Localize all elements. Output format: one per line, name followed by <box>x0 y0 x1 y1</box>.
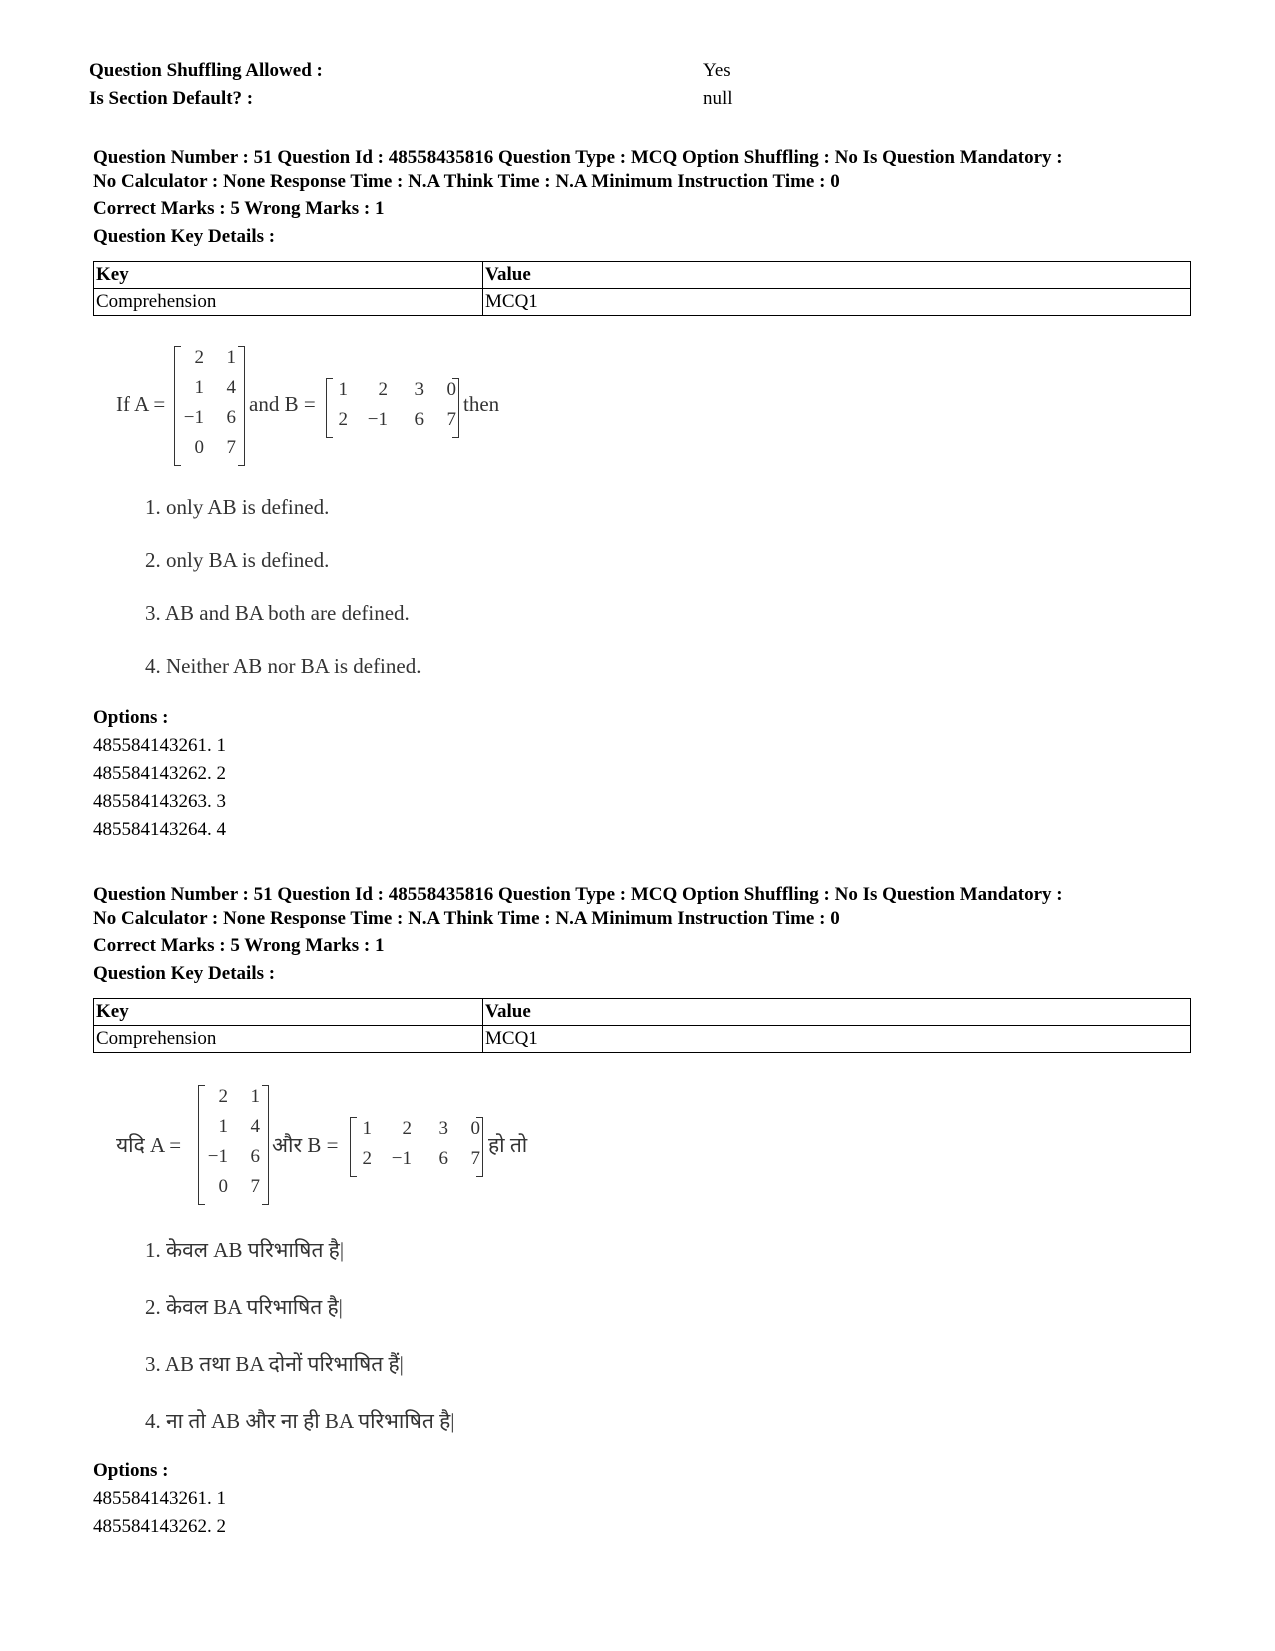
matrix-a-cell: 4 <box>226 377 236 398</box>
table-header-key: Key <box>94 999 483 1026</box>
matrix-b-cell: −1 <box>367 409 388 430</box>
question-suffix: then <box>463 392 500 416</box>
matrix-b-cell: 0 <box>446 379 456 400</box>
matrix-b-cell: 2 <box>378 379 388 400</box>
matrix-a-cell: 7 <box>250 1176 260 1197</box>
matrix-a-cell: 4 <box>250 1116 260 1137</box>
matrix-a-cell: 2 <box>194 347 204 368</box>
table-cell-key: Comprehension <box>94 289 483 316</box>
question-mid: और B = <box>272 1133 339 1157</box>
option-line: 485584143264. 4 <box>93 819 226 840</box>
matrix-a-right-bracket <box>238 346 245 466</box>
choice-2: 2. केवल BA परिभाषित है| <box>145 1295 343 1319</box>
matrix-a <box>204 1086 260 1198</box>
matrix-a-cell: 1 <box>226 347 236 368</box>
matrix-b-cell: 2 <box>362 1148 372 1169</box>
choice-2: 2. only BA is defined. <box>145 548 330 572</box>
question-header-line2: No Calculator : None Response Time : N.A Think Time : N.A Minimum Instruction Time : 0 <box>93 171 840 192</box>
matrix-b-cell: 6 <box>438 1148 448 1169</box>
key-details-label: Question Key Details : <box>93 963 276 984</box>
choice-4: 4. Neither AB nor BA is defined. <box>145 654 422 678</box>
matrix-a-cell: 2 <box>218 1086 228 1107</box>
matrix-b <box>330 379 456 431</box>
question-prefix: यदि A = <box>116 1133 182 1157</box>
matrix-b-cell: 7 <box>446 409 456 430</box>
table-header-key: Key <box>94 262 483 289</box>
matrix-b-cell: 7 <box>470 1148 480 1169</box>
options-label: Options : <box>93 1460 169 1481</box>
choice-4: 4. ना तो AB और ना ही BA परिभाषित है| <box>145 1409 455 1433</box>
question-suffix: हो तो <box>488 1133 528 1157</box>
matrix-b-cell: 2 <box>402 1118 412 1139</box>
key-details-label: Question Key Details : <box>93 226 276 247</box>
question-header-line2: No Calculator : None Response Time : N.A Think Time : N.A Minimum Instruction Time : 0 <box>93 908 840 929</box>
question-prefix: If A = <box>116 392 166 416</box>
section-default-value: null <box>703 88 733 109</box>
option-line: 485584143261. 1 <box>93 1488 226 1509</box>
matrix-b-cell: 0 <box>470 1118 480 1139</box>
matrix-a-cell: −1 <box>183 407 204 428</box>
option-line: 485584143261. 1 <box>93 735 226 756</box>
matrix-b-cell: 1 <box>362 1118 372 1139</box>
question-header-line1: Question Number : 51 Question Id : 48558435816 Question Type : MCQ Option Shuffling : No Is Question Mandatory : <box>93 147 1063 168</box>
option-line: 485584143262. 2 <box>93 763 226 784</box>
matrix-b <box>354 1118 480 1170</box>
matrix-a-cell: 1 <box>194 377 204 398</box>
choice-1: 1. only AB is defined. <box>145 495 330 519</box>
table-cell-value: MCQ1 <box>483 1026 1191 1053</box>
matrix-a-cell: −1 <box>207 1146 228 1167</box>
options-label: Options : <box>93 707 169 728</box>
matrix-a-cell: 6 <box>226 407 236 428</box>
table-cell-key: Comprehension <box>94 1026 483 1053</box>
matrix-a-cell: 0 <box>194 437 204 458</box>
matrix-a-cell: 1 <box>250 1086 260 1107</box>
table-header-value: Value <box>483 262 1191 289</box>
option-line: 485584143263. 3 <box>93 791 226 812</box>
key-details-table <box>93 261 1191 316</box>
option-line: 485584143262. 2 <box>93 1516 226 1537</box>
shuffle-label: Question Shuffling Allowed : <box>89 60 323 81</box>
shuffle-value: Yes <box>703 60 731 81</box>
choice-3: 3. AB तथा BA दोनों परिभाषित हैं| <box>145 1352 404 1376</box>
matrix-b-cell: 6 <box>414 409 424 430</box>
matrix-b-cell: 1 <box>338 379 348 400</box>
matrix-b-cell: −1 <box>391 1148 412 1169</box>
matrix-a-cell: 6 <box>250 1146 260 1167</box>
section-default-label: Is Section Default? : <box>89 88 254 109</box>
matrix-a-cell: 1 <box>218 1116 228 1137</box>
question-header-line1: Question Number : 51 Question Id : 48558435816 Question Type : MCQ Option Shuffling : No Is Question Mandatory : <box>93 884 1063 905</box>
table-cell-value: MCQ1 <box>483 289 1191 316</box>
matrix-b-cell: 3 <box>438 1118 448 1139</box>
marks-line: Correct Marks : 5 Wrong Marks : 1 <box>93 935 385 956</box>
matrix-a <box>180 347 236 459</box>
matrix-a-cell: 7 <box>226 437 236 458</box>
question-mid: and B = <box>249 392 316 416</box>
table-header-value: Value <box>483 999 1191 1026</box>
marks-line: Correct Marks : 5 Wrong Marks : 1 <box>93 198 385 219</box>
matrix-b-cell: 2 <box>338 409 348 430</box>
matrix-a-cell: 0 <box>218 1176 228 1197</box>
key-details-table <box>93 998 1191 1053</box>
choice-1: 1. केवल AB परिभाषित है| <box>145 1238 345 1262</box>
matrix-b-cell: 3 <box>414 379 424 400</box>
choice-3: 3. AB and BA both are defined. <box>145 601 410 625</box>
matrix-a-right-bracket <box>262 1085 269 1205</box>
